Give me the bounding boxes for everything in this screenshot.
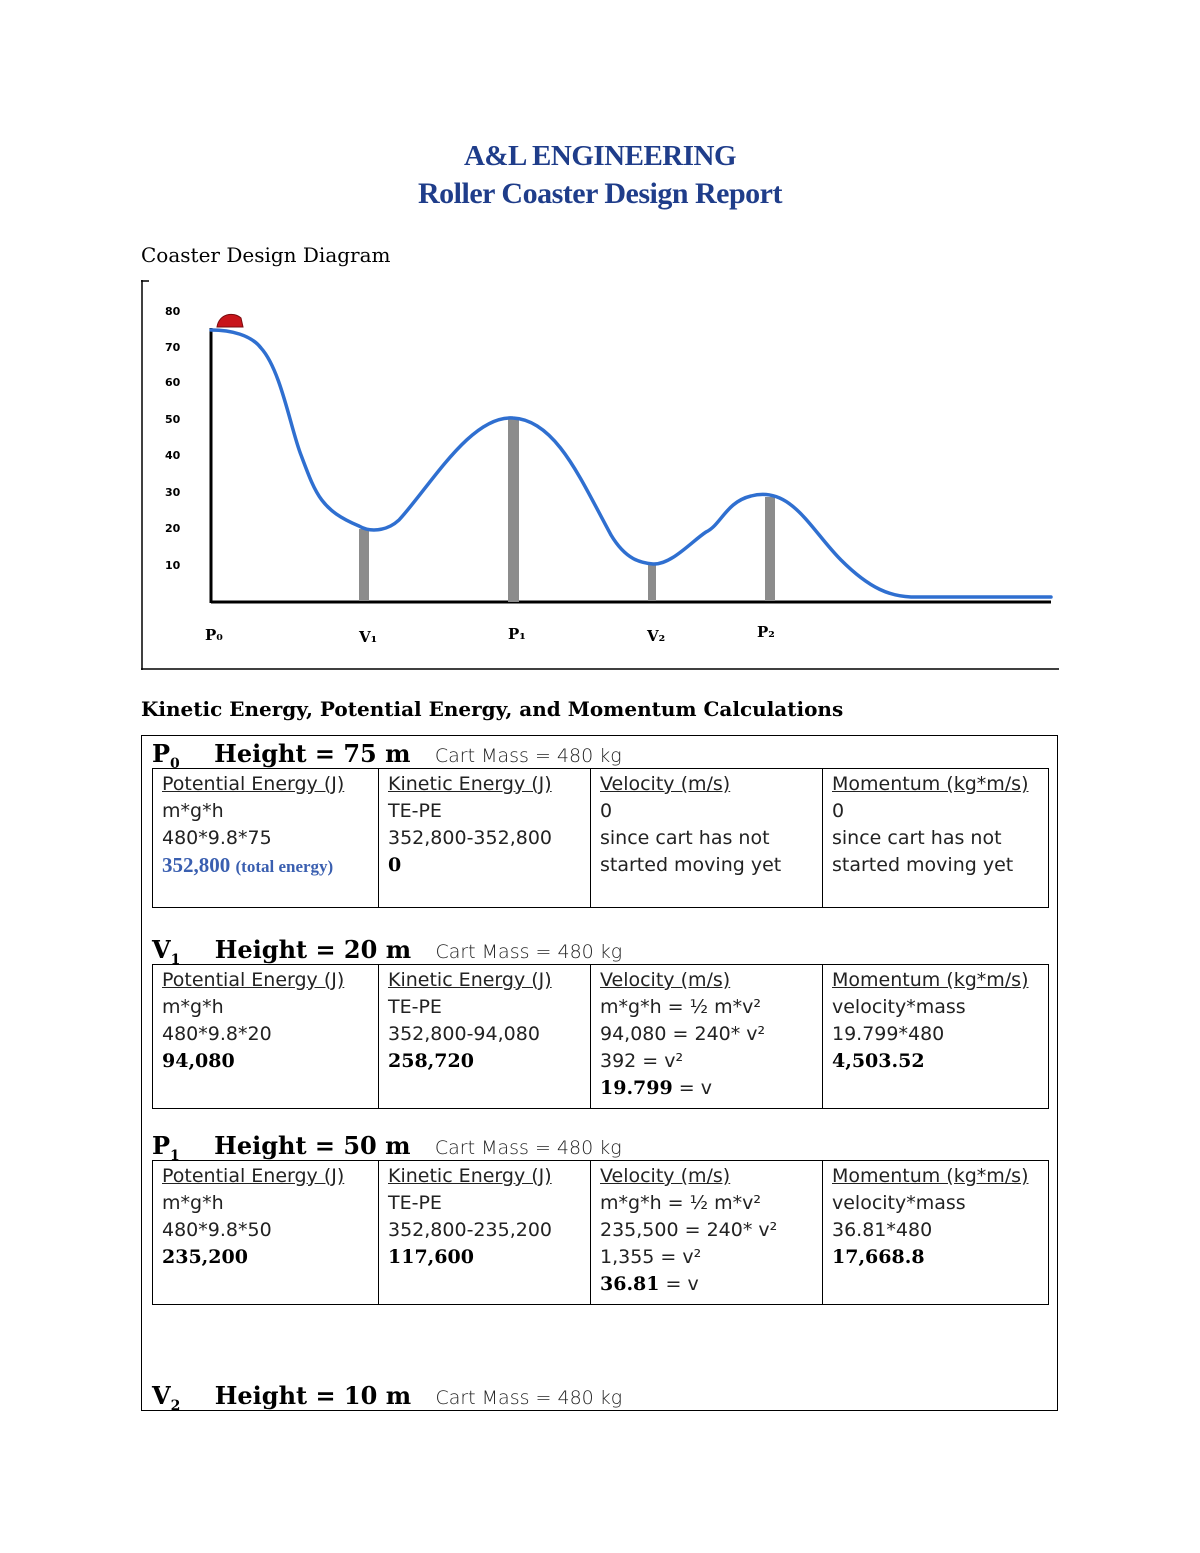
point-header — [152, 1131, 622, 1164]
point-name: $V_2$ — [152, 1381, 181, 1414]
point-height: Height = 20 m — [214, 935, 412, 964]
point-mass: Cart Mass = 480 kg — [434, 1137, 622, 1159]
x-label-p2: P₂ — [757, 623, 775, 641]
velocity-cell: Velocity (m/s) m*g*h = ½ m*v² 235,500 = 240* v² 1,355 = v² 36.81 = v — [591, 1161, 823, 1305]
x-label-v2: V₂ — [647, 627, 666, 645]
energy-table-v1 — [152, 964, 1049, 1109]
point-height: Height = 75 m — [214, 739, 411, 768]
ke-cell: Kinetic Energy (J) TE-PE 352,800-352,800 0 — [379, 769, 591, 908]
report-title: Roller Coaster Design Report — [418, 177, 782, 210]
momentum-cell: Momentum (kg*m/s) velocity*mass 36.81*480 17,668.8 — [823, 1161, 1049, 1305]
energy-table-p1 — [152, 1160, 1049, 1305]
point-name: $P_0$ — [152, 739, 180, 772]
y-tick: 80 — [165, 305, 181, 318]
y-tick: 70 — [165, 341, 181, 354]
coaster-cart — [217, 314, 243, 327]
point-header — [152, 739, 622, 772]
velocity-cell: Velocity (m/s) m*g*h = ½ m*v² 94,080 = 240* v² 392 = v² 19.799 = v — [591, 965, 823, 1109]
pe-cell: Potential Energy (J) m*g*h 480*9.8*20 94,080 — [153, 965, 379, 1109]
x-label-v1: V₁ — [359, 628, 378, 646]
point-mass: Cart Mass = 480 kg — [435, 941, 623, 963]
point-name: $P_1$ — [152, 1131, 180, 1164]
table-row — [153, 769, 1049, 908]
calc-section-label: Kinetic Energy, Potential Energy, and Momentum Calculations — [141, 697, 844, 721]
energy-table-p0 — [152, 768, 1049, 908]
coaster-diagram — [141, 280, 1059, 670]
y-tick: 60 — [165, 376, 181, 389]
table-row — [153, 965, 1049, 1109]
support-v1 — [359, 529, 369, 601]
point-header — [152, 935, 622, 968]
x-label-p0: P₀ — [205, 626, 223, 644]
ke-cell: Kinetic Energy (J) TE-PE 352,800-235,200 117,600 — [379, 1161, 591, 1305]
point-header — [152, 1381, 622, 1414]
diagram-section-label: Coaster Design Diagram — [141, 243, 391, 267]
point-height: Height = 10 m — [214, 1381, 412, 1410]
y-tick: 20 — [165, 522, 181, 535]
coaster-diagram-svg — [141, 280, 1059, 670]
table-row — [153, 1161, 1049, 1305]
support-v2 — [648, 563, 656, 601]
coaster-track — [211, 330, 1051, 597]
x-label-p1: P₁ — [508, 625, 526, 643]
y-tick: 30 — [165, 486, 181, 499]
calculations-box — [141, 735, 1058, 1414]
support-p1 — [508, 418, 519, 602]
momentum-cell: Momentum (kg*m/s) velocity*mass 19.799*480 4,503.52 — [823, 965, 1049, 1109]
point-height: Height = 50 m — [214, 1131, 411, 1160]
pe-cell: Potential Energy (J) m*g*h 480*9.8*75 352,800 (total energy) — [153, 769, 379, 908]
company-title: A&L ENGINEERING — [463, 140, 737, 172]
support-p2 — [765, 497, 775, 601]
pe-cell: Potential Energy (J) m*g*h 480*9.8*50 235,200 — [153, 1161, 379, 1305]
y-tick: 50 — [165, 413, 181, 426]
y-tick: 40 — [165, 449, 181, 462]
velocity-cell: Velocity (m/s) 0 since cart has not started moving yet — [591, 769, 823, 908]
y-tick: 10 — [165, 559, 181, 572]
ke-cell: Kinetic Energy (J) TE-PE 352,800-94,080 258,720 — [379, 965, 591, 1109]
point-mass: Cart Mass = 480 kg — [435, 1387, 623, 1409]
momentum-cell: Momentum (kg*m/s) 0 since cart has not started moving yet — [823, 769, 1049, 908]
point-mass: Cart Mass = 480 kg — [434, 745, 622, 767]
point-name: $V_1$ — [152, 935, 181, 968]
